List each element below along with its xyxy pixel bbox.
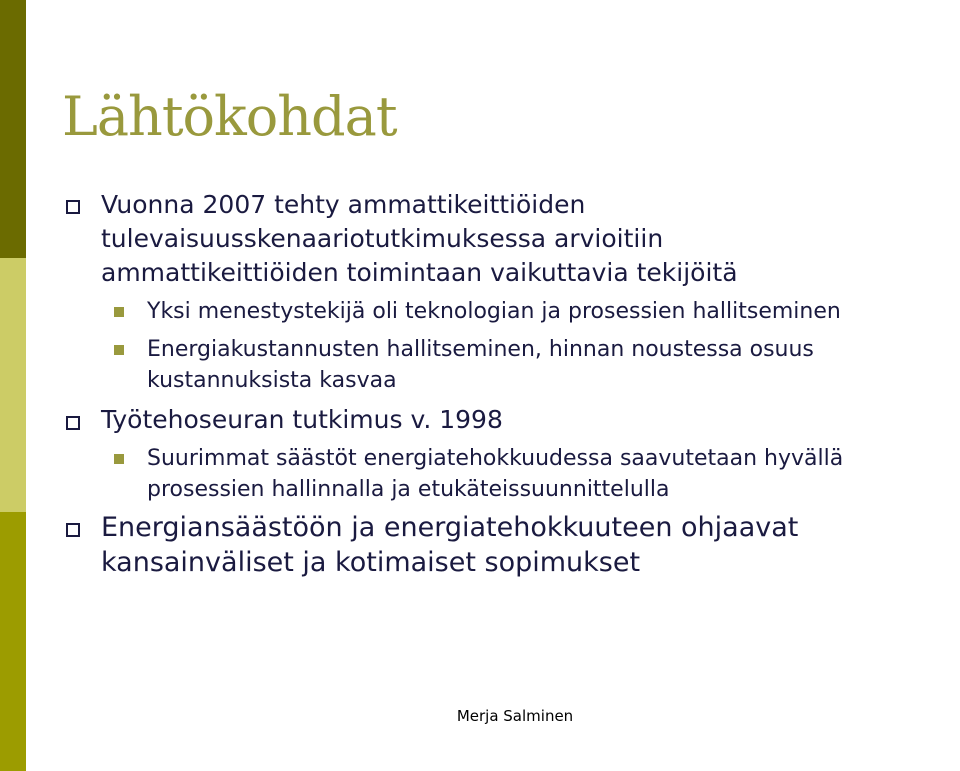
bullet-1-line-3: ammattikeittiöiden toimintaan vaikuttavia tekijöitä <box>101 258 738 287</box>
bullet-3-line-1: Energiansäästöön ja energiatehokkuuteen ohjaavat <box>101 512 799 543</box>
sub-bullet-1-2-line-1: Energiakustannusten hallitseminen, hinnan noustessa osuus <box>147 337 814 362</box>
bullet-1-line-2: tulevaisuusskenaariotutkimuksessa arvioitiin <box>101 224 664 253</box>
hollow-square-bullet-icon <box>66 416 80 430</box>
sub-bullet-2-1-line-1: Suurimmat säästöt energiatehokkuudessa saavutetaan hyvällä <box>147 446 844 471</box>
bullet-3-line-2: kansainväliset ja kotimaiset sopimukset <box>101 547 641 578</box>
footer-author: Merja Salminen <box>456 707 574 725</box>
bullet-2-line-1: Työtehoseuran tutkimus v. 1998 <box>101 405 503 434</box>
solid-square-bullet-icon <box>114 307 124 317</box>
sub-bullet-1-1: Yksi menestystekijä oli teknologian ja prosessien hallitseminen <box>147 299 841 324</box>
slide-footer <box>0 707 960 725</box>
solid-square-bullet-icon <box>114 454 124 464</box>
sub-bullet-1-2-line-2: kustannuksista kasvaa <box>147 368 397 393</box>
sub-bullet-2-1-line-2: prosessien hallinnalla ja etukäteissuunnittelulla <box>147 477 670 502</box>
bullet-1-line-1: Vuonna 2007 tehty ammattikeittiöiden <box>101 190 586 219</box>
solid-square-bullet-icon <box>114 345 124 355</box>
slide-title: Lähtökohdat <box>62 85 397 148</box>
hollow-square-bullet-icon <box>66 523 80 537</box>
hollow-square-bullet-icon <box>66 200 80 214</box>
